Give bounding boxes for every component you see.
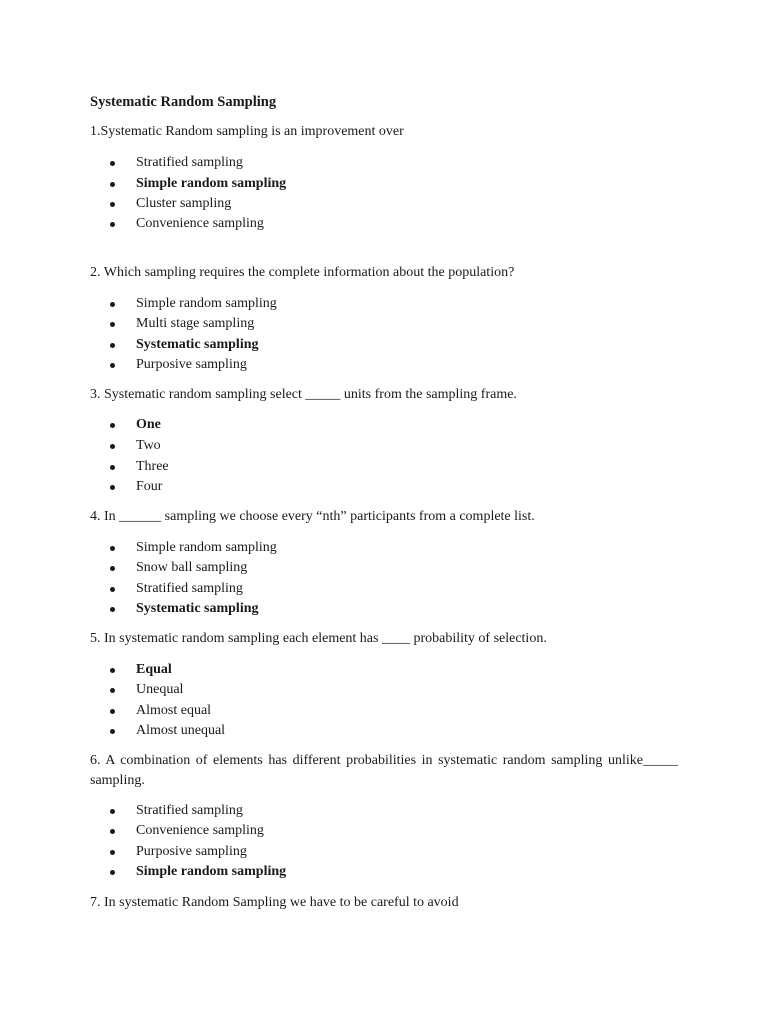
bullet-icon [110,465,115,470]
option-text: Almost unequal [136,723,226,738]
question-5: 5. In systematic random sampling each element has ____ probability of selection. [90,631,547,646]
option-text: Unequal [136,682,184,697]
bullet-icon [110,423,115,428]
option-text: Convenience sampling [136,216,264,231]
question-4: 4. In ______ sampling we choose every “nth” participants from a complete list. [90,509,535,524]
question-1: 1.Systematic Random sampling is an improvement over [90,124,404,139]
option-text: Equal [136,662,172,677]
option-text: Simple random sampling [136,176,287,191]
option-text: Multi stage sampling [136,316,255,331]
bullet-icon [110,222,115,227]
option-text: Simple random sampling [136,296,277,311]
bullet-icon [110,607,115,612]
question-2: 2. Which sampling requires the complete information about the population? [90,265,515,280]
option-text: Convenience sampling [136,823,264,838]
option-text: Almost equal [136,703,212,718]
option-text: Stratified sampling [136,581,243,596]
option-text: Four [136,479,163,494]
bullet-icon [110,809,115,814]
bullet-icon [110,829,115,834]
option-text: Systematic sampling [136,601,259,616]
option-text: Two [136,438,161,453]
option-text: Simple random sampling [136,864,287,879]
option-text: Simple random sampling [136,540,277,555]
bullet-icon [110,587,115,592]
bullet-icon [110,566,115,571]
option-text: Cluster sampling [136,196,232,211]
option-text: Stratified sampling [136,803,243,818]
question-3: 3. Systematic random sampling select _____ units from the sampling frame. [90,387,517,402]
bullet-icon [110,546,115,551]
option-text: Systematic sampling [136,337,259,352]
option-text: Three [136,459,169,474]
bullet-icon [110,688,115,693]
bullet-icon [110,322,115,327]
bullet-icon [110,343,115,348]
bullet-icon [110,363,115,368]
bullet-icon [110,202,115,207]
document-title: Systematic Random Sampling [90,94,277,110]
bullet-icon [110,850,115,855]
bullet-icon [110,668,115,673]
bullet-icon [110,444,115,449]
option-text: Purposive sampling [136,357,247,372]
question-6: 6. A combination of elements has different probabilities in systematic random sampling unlike_____ sampling. [90,753,678,788]
option-text: One [136,417,161,432]
bullet-icon [110,729,115,734]
bullet-icon [110,709,115,714]
bullet-icon [110,870,115,875]
option-text: Stratified sampling [136,155,243,170]
question-7: 7. In systematic Random Sampling we have to be careful to avoid [90,895,459,910]
option-text: Purposive sampling [136,844,247,859]
bullet-icon [110,485,115,490]
bullet-icon [110,161,115,166]
bullet-icon [110,182,115,187]
option-text: Snow ball sampling [136,560,248,575]
bullet-icon [110,302,115,307]
